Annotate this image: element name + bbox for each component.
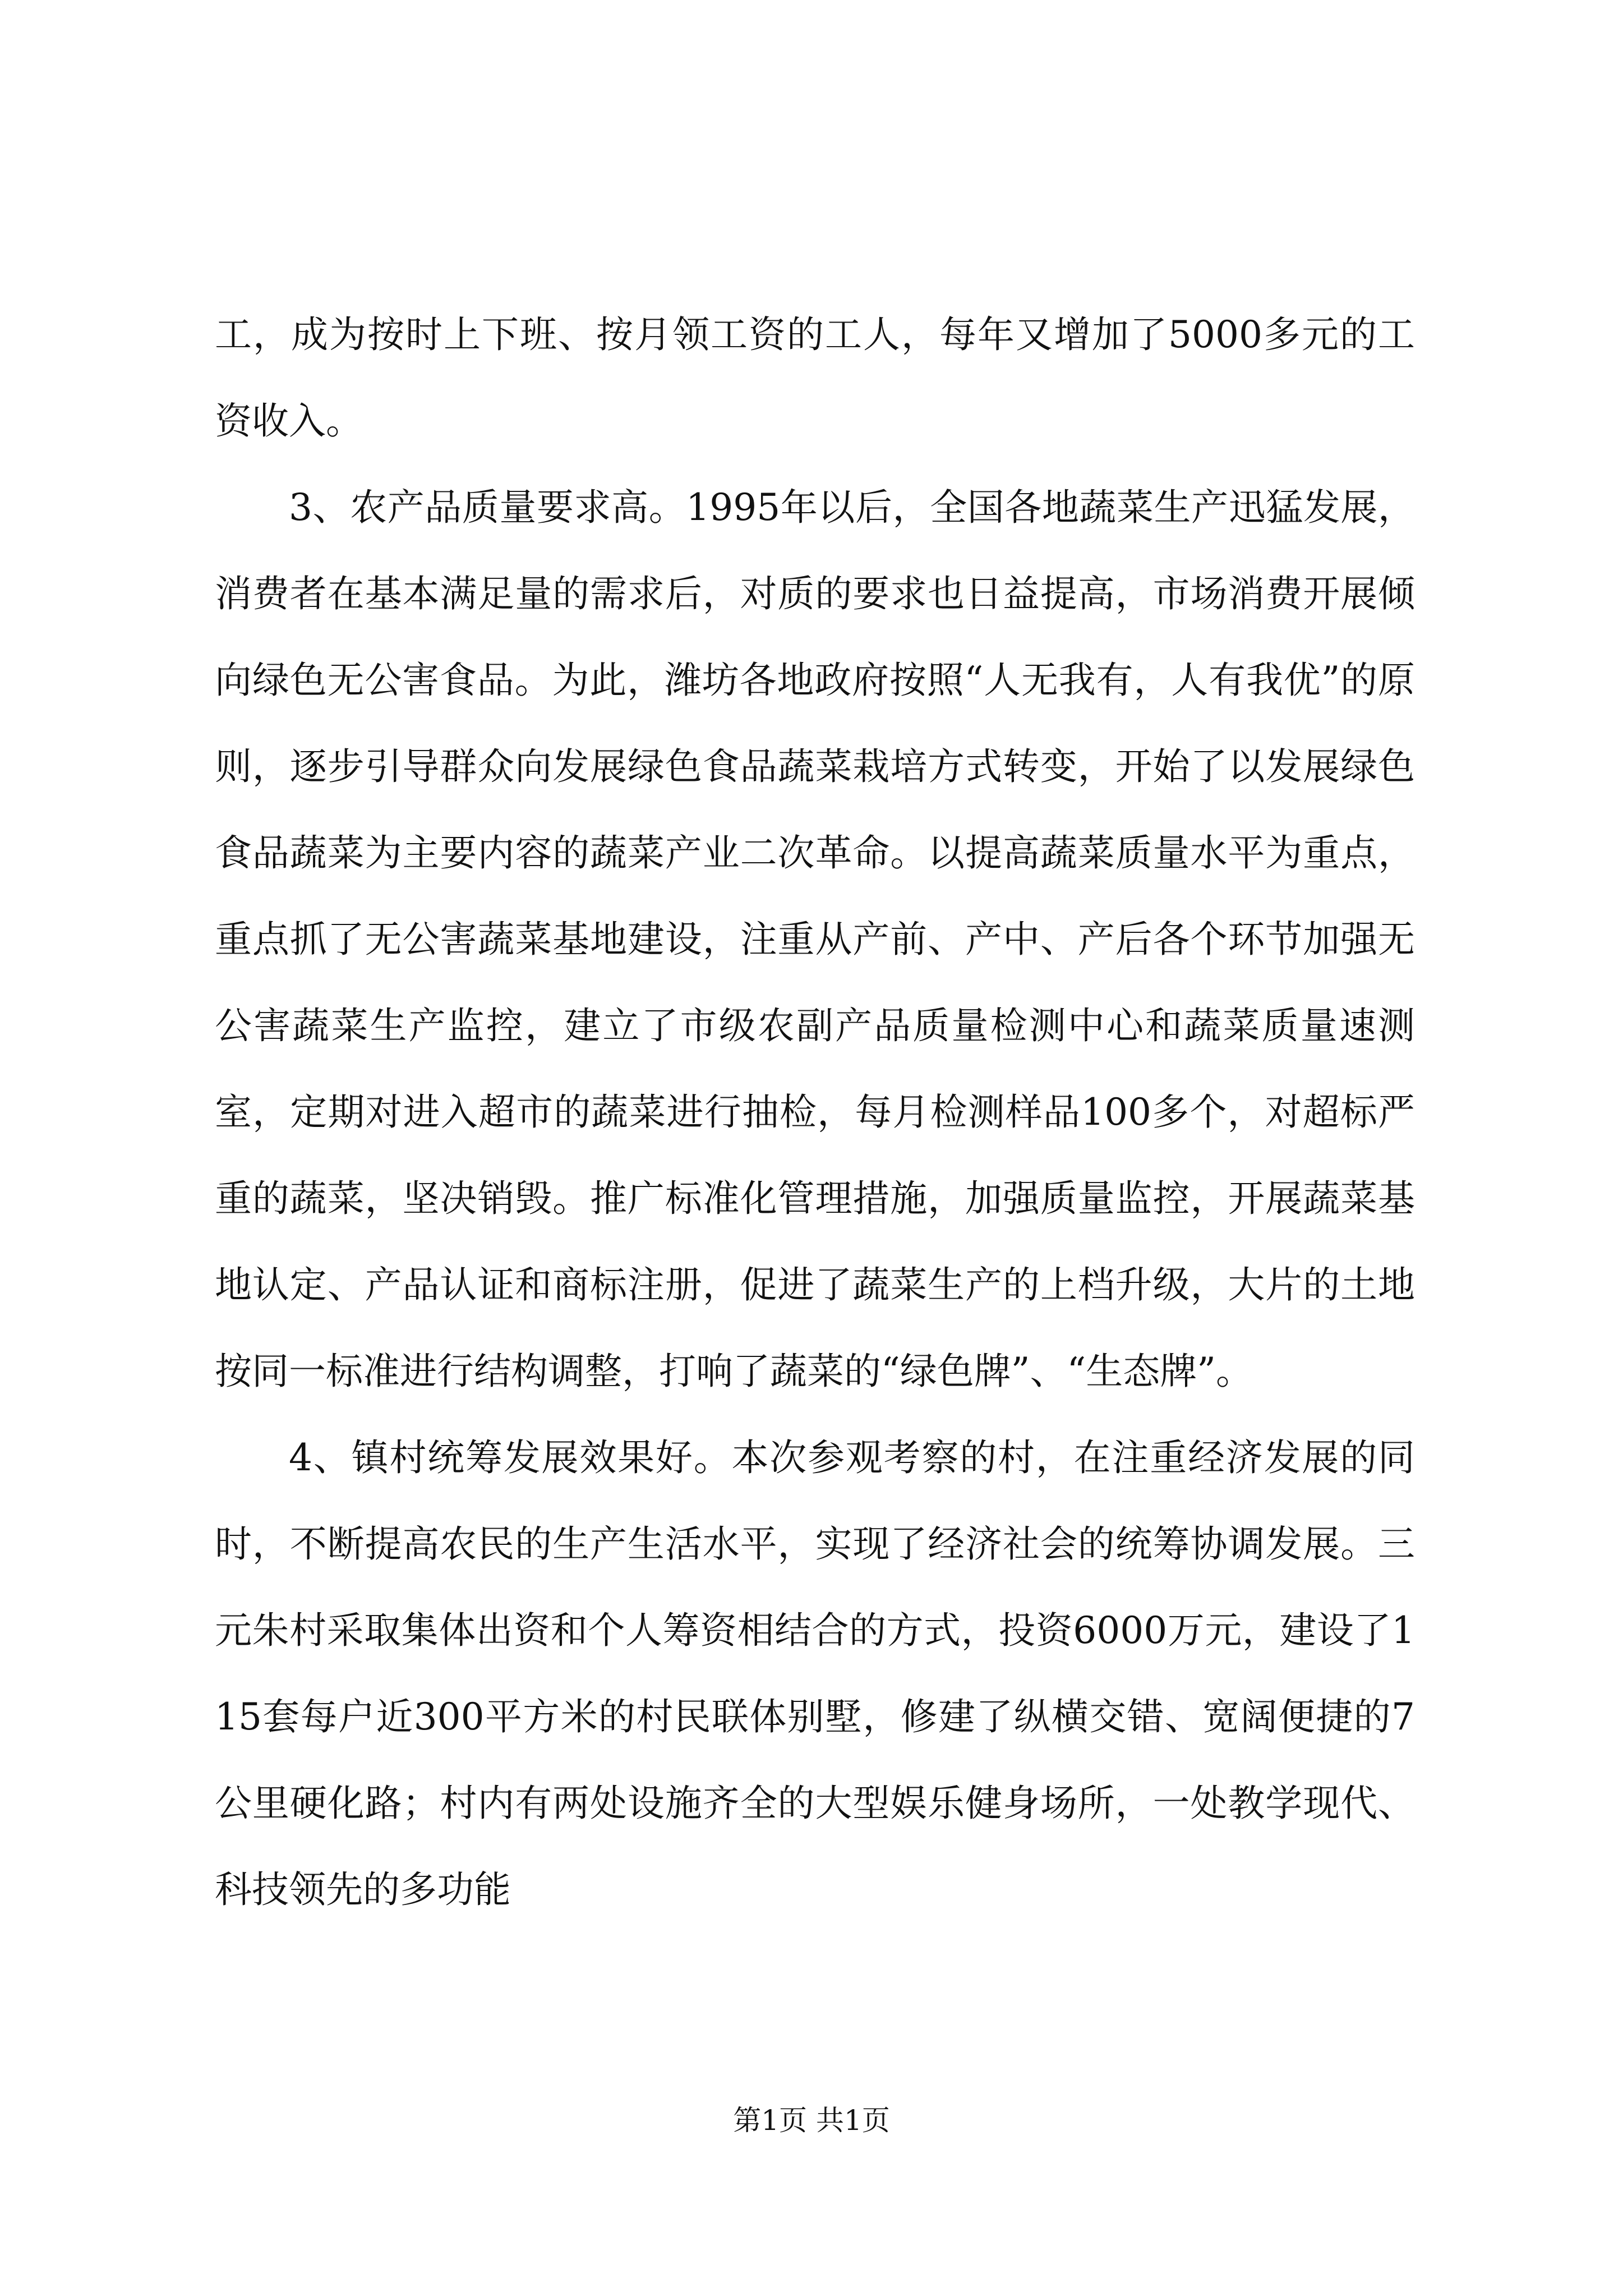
document-body: [215, 292, 1415, 1933]
page-number-label: 第1页 共1页: [733, 2104, 890, 2137]
paragraph-coordination: 4、镇村统筹发展效果好。本次参观考察的村，在注重经济发展的同时，不断提高农民的生产生活水平，实现了经济社会的统筹协调发展。三元朱村采取集体出资和个人筹资相结合的方式，投资6000万元，建设了115套每户近300平方米的村民联体别墅，修建了纵横交错、宽阔便捷的7公里硬化路；村内有两处设施齐全的大型娱乐健身场所，一处教学现代、科技领先的多功能: [215, 1436, 1415, 1911]
page-footer: [0, 2101, 1623, 2140]
paragraph-continuation: 工，成为按时上下班、按月领工资的工人，每年又增加了5000多元的工资收入。: [215, 313, 1415, 443]
paragraph-quality: 3、农产品质量要求高。1995年以后，全国各地蔬菜生产迅猛发展，消费者在基本满足量的需求后，对质的要求也日益提高，市场消费开展倾向绿色无公害食品。为此，潍坊各地政府按照“人无我有，人有我优”的原则，逐步引导群众向发展绿色食品蔬菜栽培方式转变，开始了以发展绿色食品蔬菜为主要内容的蔬菜产业二次革命。以提高蔬菜质量水平为重点，重点抓了无公害蔬菜基地建设，注重从产前、产中、产后各个环节加强无公害蔬菜生产监控，建立了市级农副产品质量检测中心和蔬菜质量速测室，定期对进入超市的蔬菜进行抽检，每月检测样品100多个，对超标严重的蔬菜，坚决销毁。推广标准化管理措施，加强质量监控，开展蔬菜基地认定、产品认证和商标注册，促进了蔬菜生产的上档升级，大片的土地按同一标准进行结构调整，打响了蔬菜的“绿色牌”、“生态牌”。: [215, 486, 1415, 1393]
